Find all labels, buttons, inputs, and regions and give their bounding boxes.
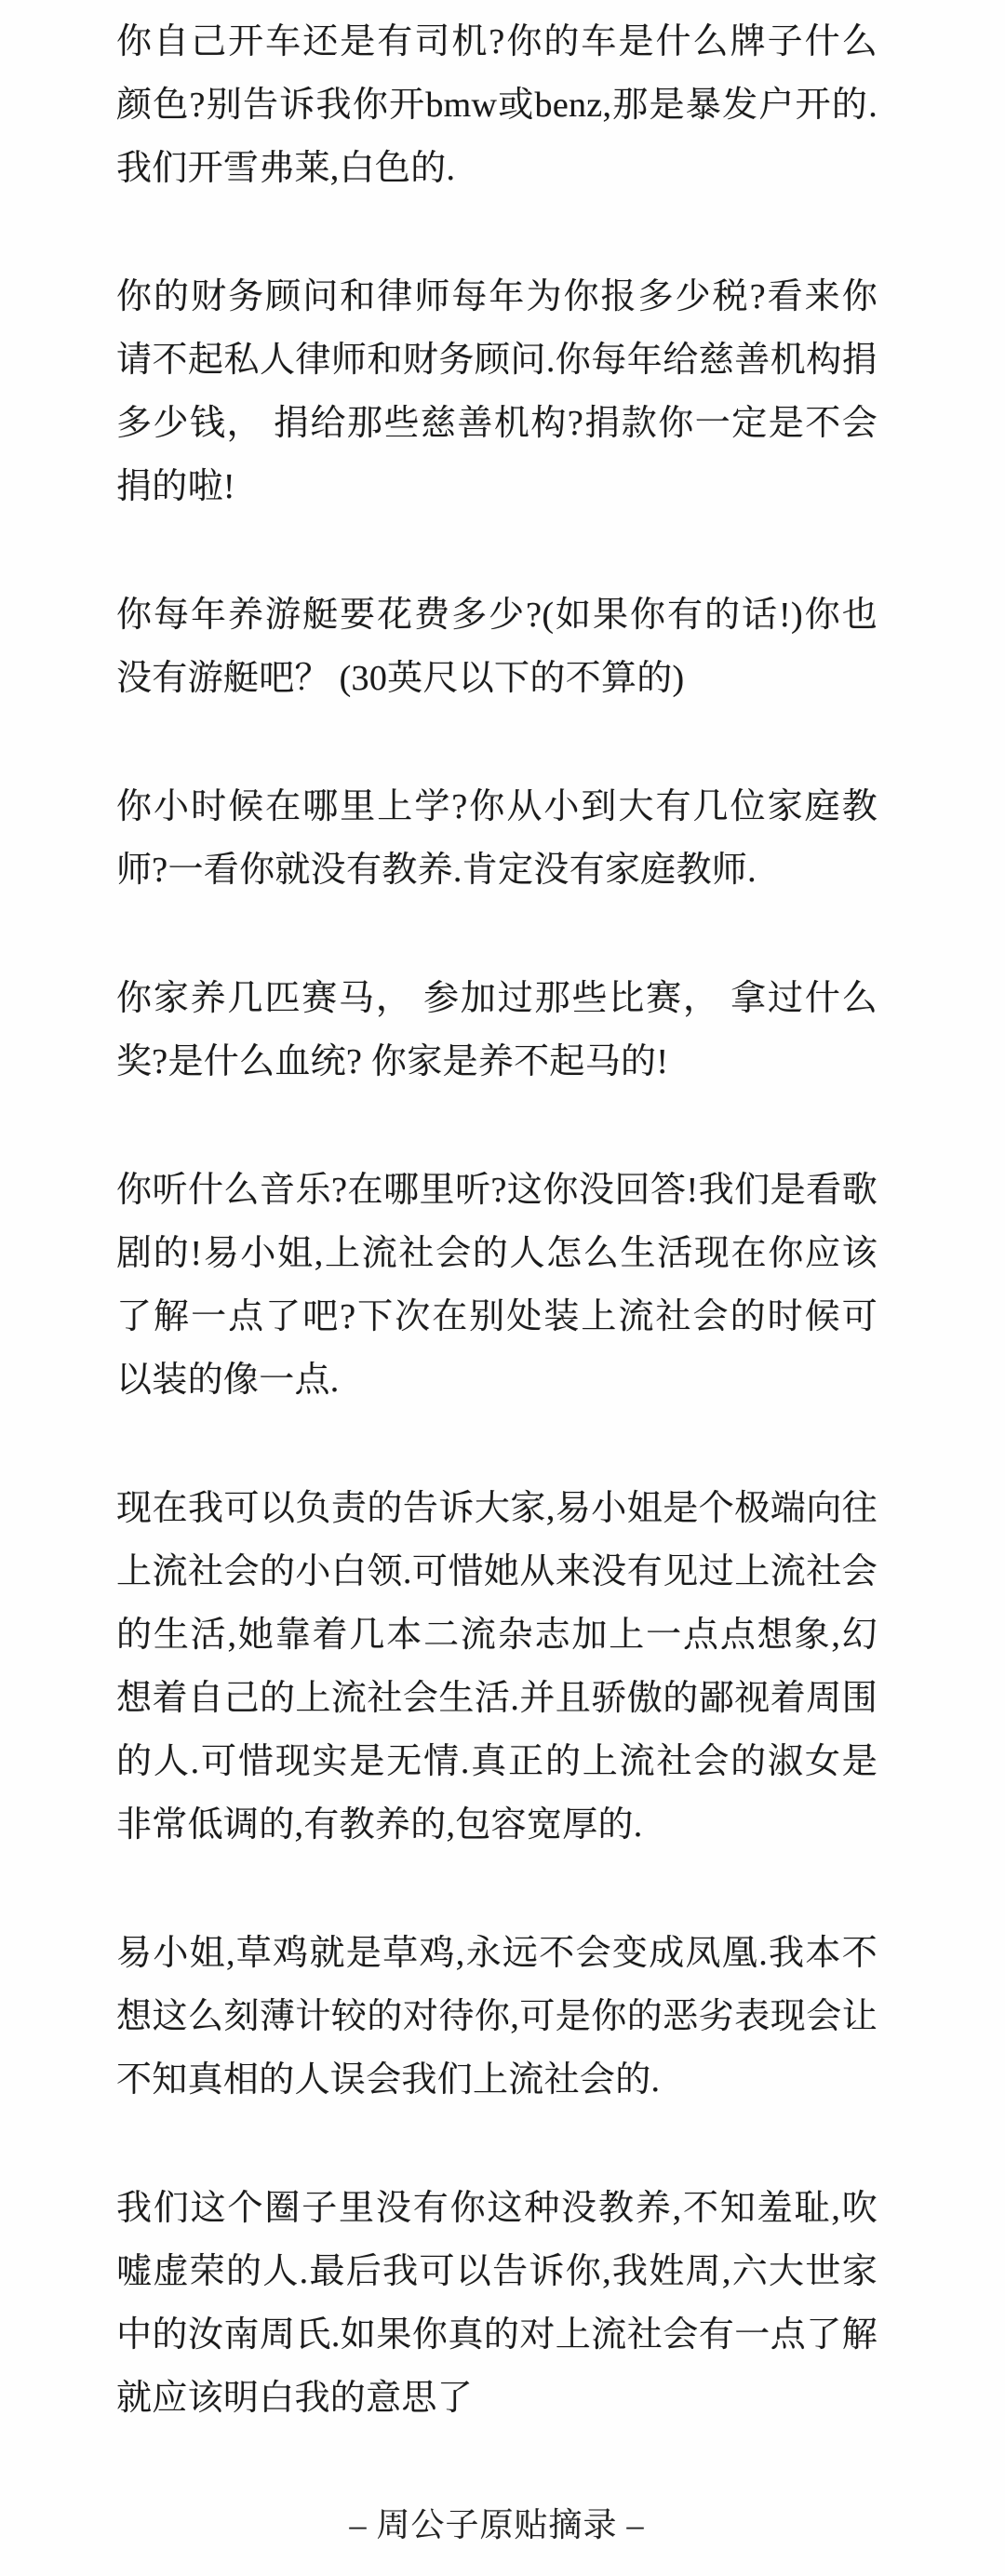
paragraph-racehorses: 你家养几匹赛马， 参加过那些比赛， 拿过什么奖?是什么血统? 你家是养不起马的!	[116, 979, 878, 1081]
paragraph-school-tutors: 你小时候在哪里上学?你从小到大有几位家庭教师?一看你就没有教养.肯定没有家庭教师.	[116, 787, 878, 890]
footer-caption: – 周公子原贴摘录 –	[349, 2506, 645, 2543]
paragraph-car: 你自己开车还是有司机?你的车是什么牌子什么颜色?别告诉我你开bmw或benz,那是暴发户开的.我们开雪弗莱,白色的.	[116, 22, 878, 188]
paragraph-conclusion-miss-yi: 现在我可以负责的告诉大家,易小姐是个极端向往上流社会的小白领.可惜她从来没有见过上流社会的生活,她靠着几本二流杂志加上一点点想象,幻想着自己的上流社会生活.并且骄傲的鄙视着周围的人.可惜现实是无情.真正的上流社会的淑女是非常低调的,有教养的,包容宽厚的.	[116, 1489, 878, 1845]
paragraph-music-opera: 你听什么音乐?在哪里听?这你没回答!我们是看歌剧的!易小姐,上流社会的人怎么生活现在你应该了解一点了吧?下次在别处装上流社会的时候可以装的像一点.	[116, 1171, 878, 1400]
paragraph-zhou-family: 我们这个圈子里没有你这种没教养,不知羞耻,吹嘘虚荣的人.最后我可以告诉你,我姓周,六大世家中的汝南周氏.如果你真的对上流社会有一点了解就应该明白我的意思了	[116, 2189, 878, 2418]
paragraph-yacht: 你每年养游艇要花费多少?(如果你有的话!)你也没有游艇吧？ (30英尺以下的不算的)	[116, 596, 878, 698]
paragraph-phoenix: 易小姐,草鸡就是草鸡,永远不会变成凤凰.我本不想这么刻薄计较的对待你,可是你的恶劣表现会让不知真相的人误会我们上流社会的.	[116, 1934, 878, 2100]
paragraph-tax-charity: 你的财务顾问和律师每年为你报多少税?看来你请不起私人律师和财务顾问.你每年给慈善机构捐多少钱， 捐给那些慈善机构?捐款你一定是不会捐的啦!	[116, 277, 878, 506]
